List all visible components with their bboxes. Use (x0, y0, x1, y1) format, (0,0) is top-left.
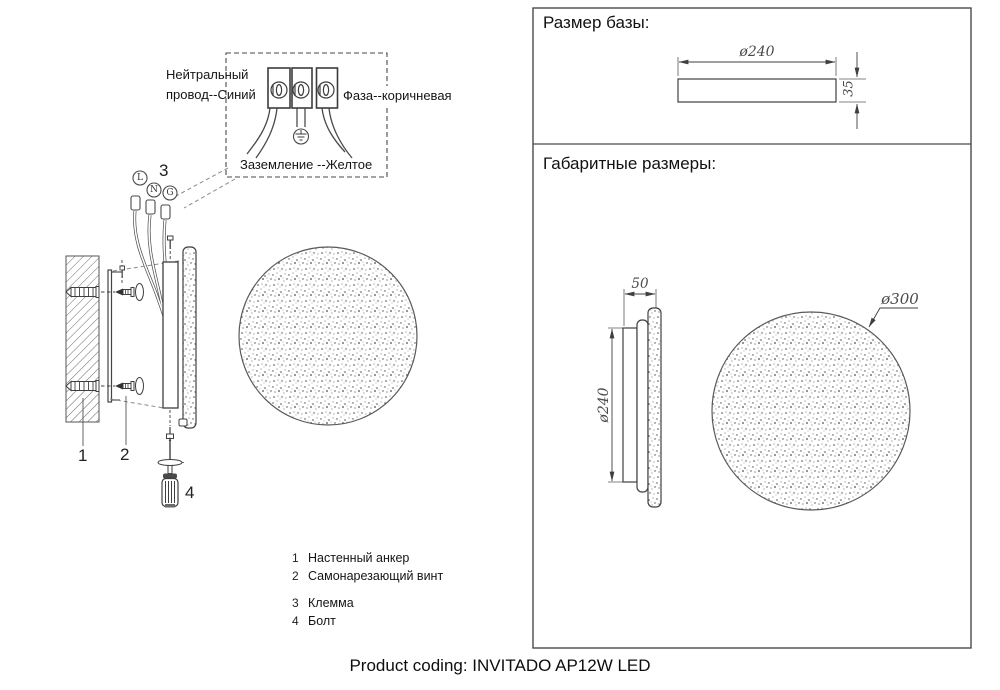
legend-num: 2 (292, 569, 299, 583)
legend-item-bolt (292, 612, 336, 630)
front-diameter-dim: ø300 (881, 290, 919, 308)
lamp-disc-side (183, 247, 196, 428)
legend-label: Болт (308, 614, 336, 628)
base-size-title: Размер базы: (543, 13, 650, 32)
terminal-blocks (268, 68, 338, 108)
terminal-l-label: L (137, 172, 143, 183)
legend-item-terminal (292, 594, 354, 612)
lamp-base-side (163, 262, 178, 408)
lamp-front-disc (239, 247, 417, 425)
base-size-drawing (678, 52, 866, 129)
wall-section (66, 256, 99, 422)
legend-item-screw (292, 567, 443, 585)
screwdriver-icon (158, 437, 184, 508)
legend-label: Настенный анкер (308, 551, 410, 565)
anchor-callout-1: 1 (78, 446, 88, 465)
terminal-wires (247, 108, 352, 158)
lamp-top-bolt (168, 236, 174, 260)
side-diameter-dim: ø240 (596, 387, 612, 423)
legend-num: 3 (292, 596, 299, 610)
neutral-wire-label: Нейтральный провод--Синий (166, 67, 256, 102)
legend-label: Клемма (308, 596, 354, 610)
bolt-callout-4: 4 (185, 483, 195, 502)
earth-ground-icon (294, 129, 309, 144)
ground-wire-label: Заземление --Желтое (240, 157, 373, 172)
product-coding-text: Product coding: INVITADO AP12W LED (349, 656, 651, 675)
overall-size-title: Габаритные размеры: (543, 154, 717, 173)
terminal-screw-icon (271, 82, 334, 98)
depth-dim: 50 (631, 276, 649, 292)
overall-front-view (712, 308, 918, 510)
legend-label: Самонарезающий винт (308, 569, 444, 583)
terminal-callout-3: 3 (159, 161, 169, 180)
base-height-dim: 35 (841, 80, 857, 97)
base-diameter-dim: ø240 (739, 44, 775, 60)
legend-num: 1 (292, 551, 299, 565)
terminal-g-label: G (166, 187, 174, 198)
legend-item-anchor (292, 549, 409, 567)
mounting-bracket (108, 260, 125, 402)
phase-wire-label: Фаза--коричневая (341, 86, 454, 106)
screw-callout-2: 2 (120, 445, 130, 464)
overall-side-view (608, 289, 661, 507)
legend-num: 4 (292, 614, 299, 628)
terminal-n-label: N (150, 184, 158, 195)
panel-frame (533, 8, 971, 648)
